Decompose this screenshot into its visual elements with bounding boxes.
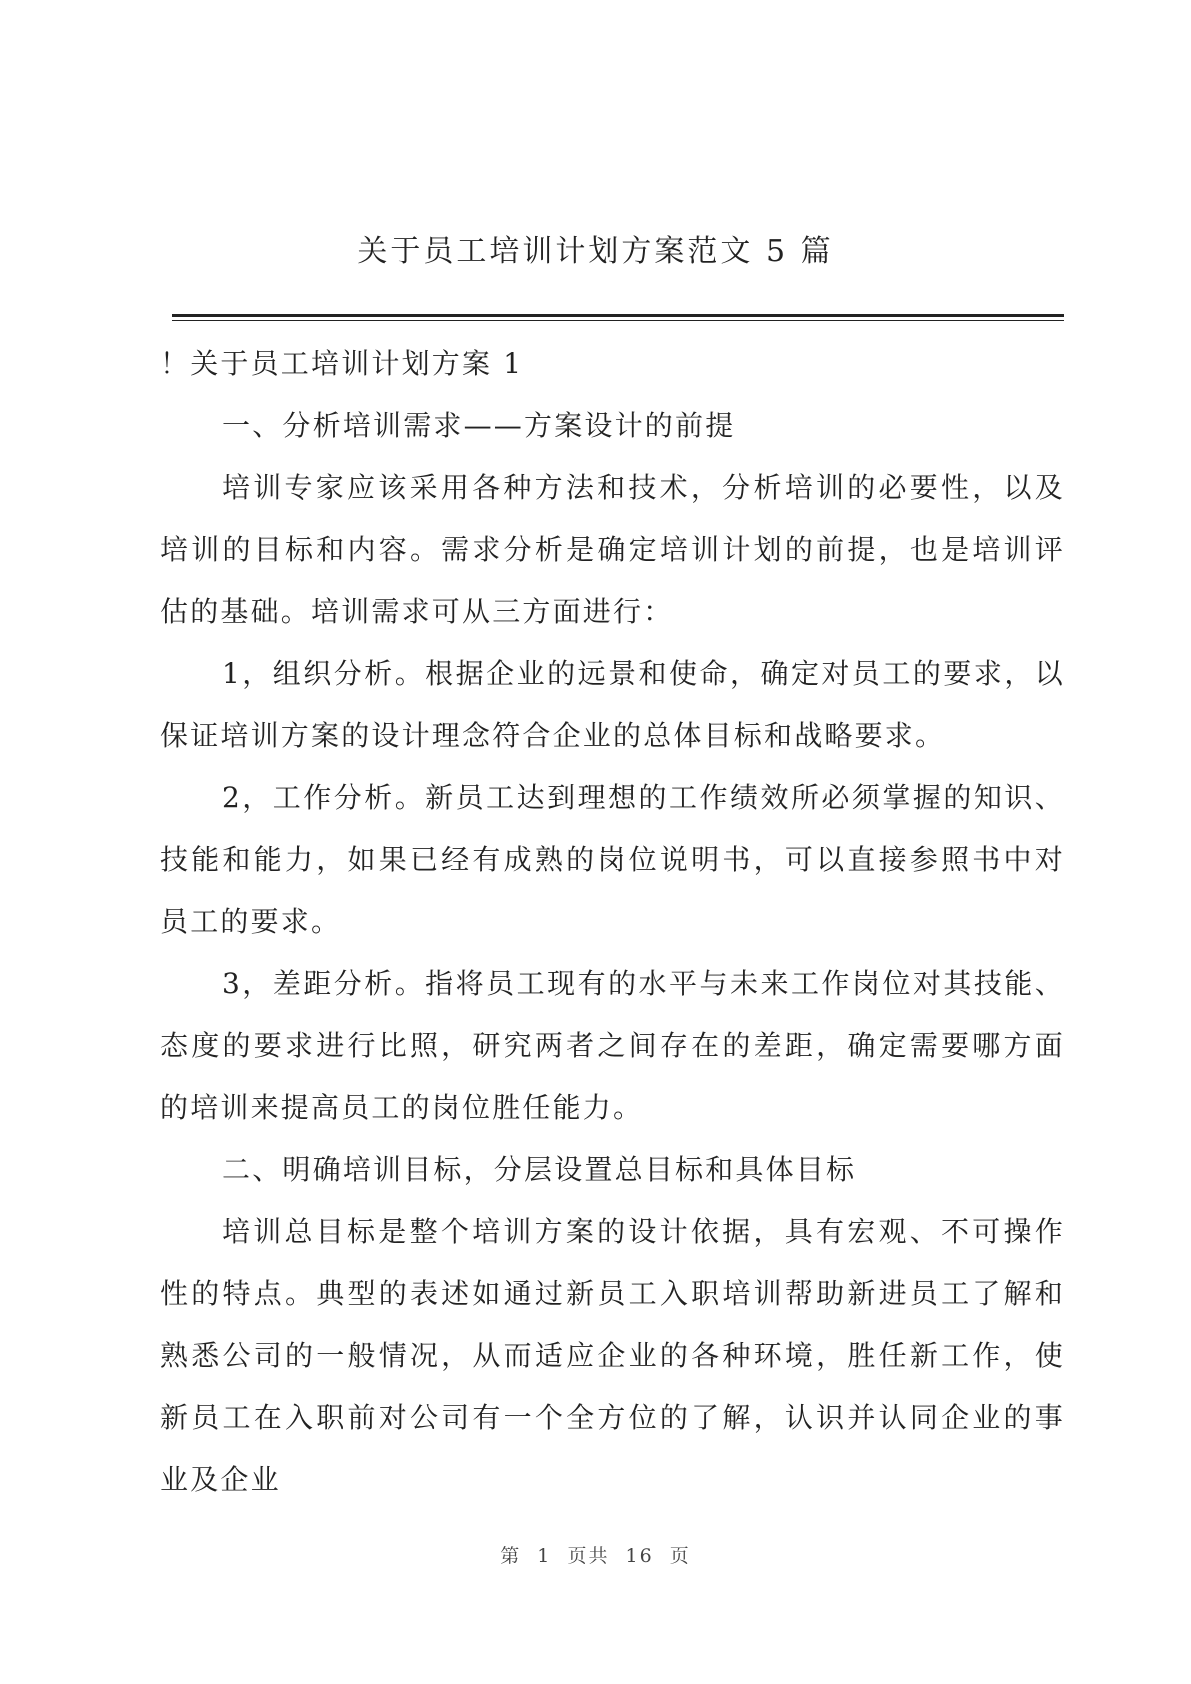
heading-analysis: 一、分析培训需求——方案设计的前提 [222, 409, 736, 442]
paragraph: 培训总目标是整个培训方案的设计依据，具有宏观、不可操作性的特点。典型的表述如通过新员工入职培训帮助新进员工了解和熟悉公司的一般情况，从而适应企业的各种环境，胜任新工作，使新员工在入职前对公司有一个全方位的了解，认识并认同企业的事业及企业 [160, 1215, 1065, 1496]
document-body [160, 333, 1065, 1511]
page-number: 第 1 页共 16 页 [500, 1545, 691, 1567]
document-title: 关于员工培训计划方案范文 5 篇 [357, 234, 834, 269]
title-divider-thin [172, 320, 1064, 321]
paragraph: 3，差距分析。指将员工现有的水平与未来工作岗位对其技能、态度的要求进行比照，研究两者之间存在的差距，确定需要哪方面的培训来提高员工的岗位胜任能力。 [160, 967, 1065, 1124]
paragraph: 2，工作分析。新员工达到理想的工作绩效所必须掌握的知识、技能和能力，如果已经有成熟的岗位说明书，可以直接参照书中对员工的要求。 [160, 781, 1065, 938]
paragraph: 1，组织分析。根据企业的远景和使命，确定对员工的要求，以保证培训方案的设计理念符合企业的总体目标和战略要求。 [160, 657, 1065, 752]
section-title: ！关于员工培训计划方案 1 [160, 347, 524, 380]
title-divider-thick [172, 314, 1064, 317]
paragraph: 培训专家应该采用各种方法和技术，分析培训的必要性，以及培训的目标和内容。需求分析是确定培训计划的前提，也是培训评估的基础。培训需求可从三方面进行： [160, 471, 1065, 628]
heading-goals: 二、明确培训目标，分层设置总目标和具体目标 [222, 1153, 857, 1186]
